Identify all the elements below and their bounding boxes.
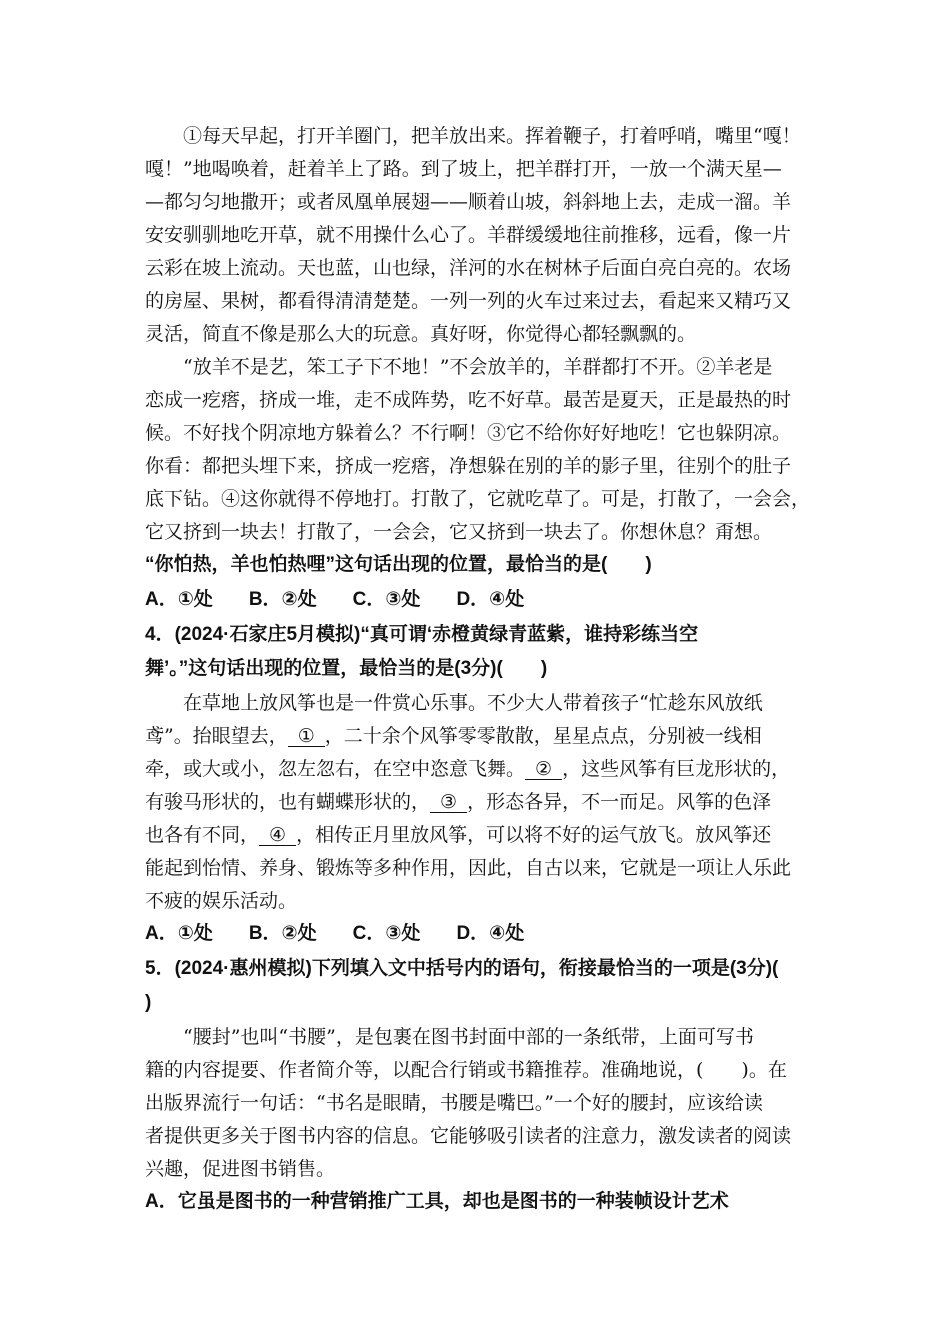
question4-stem-1: 4．(2024·石家庄5月模拟)“真可谓‘赤橙黄绿青蓝紫，谁持彩练当空 [145,624,699,645]
question5-stem-1: 5．(2024·惠州模拟)下列填入文中括号内的语句，衔接最恰当的一项是(3分)( [145,958,779,979]
q5-passage-line-2: 籍的内容提要、作者简介等，以配合行销或书籍推荐。准确地说，( )。在 [145,1059,787,1081]
passage3-line-12: 底下钻。④这你就得不停地打。打散了，它就吃草了。可是，打散了，一会会， [145,488,811,510]
blank-1: ① [288,726,325,747]
q5-passage-line-3: 出版界流行一句话：“书名是眼睛，书腰是嘴巴。”一个好的腰封，应该给读 [145,1092,763,1114]
q5-passage-line-5: 兴趣，促进图书销售。 [145,1158,336,1180]
q4-passage-line-1: 在草地上放风筝也是一件赏心乐事。不少大人带着孩子“忙趁东风放纸 [183,692,763,714]
question5-stem-2: ) [145,992,152,1013]
question5-option-a[interactable]: A．它虽是图书的一种营销推广工具，却也是图书的一种装帧设计艺术 [145,1191,729,1212]
q5-passage-line-4: 者提供更多关于图书内容的信息。它能够吸引读者的注意力，激发读者的阅读 [145,1125,792,1147]
q4-passage-line-2 [145,724,825,750]
passage3-line-11: 你看：都把头埋下来，挤成一疙瘩，净想躲在别的羊的影子里，往别个的肚子 [145,455,792,477]
q4-text: ，形态各异，不一而足。风筝的色泽 [467,791,772,813]
q5-passage-line-1: “腰封”也叫“书腰”，是包裹在图书封面中部的一条纸带，上面可写书 [183,1026,754,1048]
q4-passage-line-4 [145,790,825,816]
q4-passage-line-5 [145,823,825,849]
passage3-line-4: 安安驯驯地吃开草，就不用操什么心了。羊群缓缓地往前推移，远看，像一片 [145,224,792,246]
q4-text: 牵，或大或小，忽左忽右，在空中恣意飞舞。 [145,758,526,780]
passage3-line-5: 云彩在坡上流动。天也蓝，山也绿，洋河的水在树林子后面白亮白亮的。农场 [145,257,792,279]
q4-passage-line-6: 能起到怡情、养身、锻炼等多种作用，因此，自古以来，它就是一项让人乐此 [145,857,792,879]
passage3-line-8: “放羊不是艺，笨工子下不地！”不会放羊的，羊群都打不开。②羊老是 [183,356,773,378]
blank-2: ② [525,759,562,780]
choice-a[interactable]: A．①处 [145,589,213,610]
choice-c[interactable]: C．③处 [352,923,421,944]
passage3-line-10: 候。不好找个阴凉地方躲着么？不行啊！③它不给你好好地吃！它也躲阴凉。 [145,422,792,444]
choice-b[interactable]: B．②处 [248,589,317,610]
passage3-line-7: 灵活，简直不像是那么大的玩意。真好呀，你觉得心都轻飘飘的。 [145,323,697,345]
passage3-line-1: ①每天早起，打开羊圈门，把羊放出来。挥着鞭子，打着呼哨，嘴里“嘎！ [183,125,801,147]
q4-passage-line-7: 不疲的娱乐活动。 [145,890,298,912]
blank-3: ③ [430,792,467,813]
q4-text: ，相传正月里放风筝，可以将不好的运气放飞。放风筝还 [296,824,772,846]
passage3-line-9: 恋成一疙瘩，挤成一堆，走不成阵势，吃不好草。最苦是夏天，正是最热的时 [145,389,792,411]
choice-b[interactable]: B．②处 [248,923,317,944]
q4-text: ，二十余个风筝零零散散，星星点点，分别被一线相 [324,725,762,747]
q4-text: 鸢”。抬眼望去， [145,725,288,747]
q4-text: ，这些风筝有巨龙形状的， [562,758,791,780]
question3-choices [145,588,825,614]
passage3-line-6: 的房屋、果树，都看得清清楚楚。一列一列的火车过来过去，看起来又精巧又 [145,290,792,312]
question4-choices [145,922,825,948]
q4-text: 有骏马形状的，也有蝴蝶形状的， [145,791,431,813]
passage3-line-2: 嘎！”地喝唤着，赶着羊上了路。到了坡上，把羊群打开，一放一个满天星— [145,158,782,180]
question4-stem-2: 舞’。”这句话出现的位置，最恰当的是(3分)( ) [145,658,548,679]
choice-a[interactable]: A．①处 [145,923,213,944]
q4-passage-line-3 [145,757,825,783]
choice-d[interactable]: D．④处 [456,589,525,610]
choice-d[interactable]: D．④处 [456,923,525,944]
passage3-line-13: 它又挤到一块去！打散了，一会会，它又挤到一块去了。你想休息？甭想。 [145,521,773,543]
blank-4: ④ [259,825,296,846]
question3-prompt: “你怕热，羊也怕热哩”这句话出现的位置，最恰当的是( ) [145,554,652,575]
q4-text: 也各有不同， [145,824,260,846]
passage3-line-3: —都匀匀地撒开；或者凤凰单展翅——顺着山坡，斜斜地上去，走成一溜。羊 [145,191,792,213]
choice-c[interactable]: C．③处 [352,589,421,610]
